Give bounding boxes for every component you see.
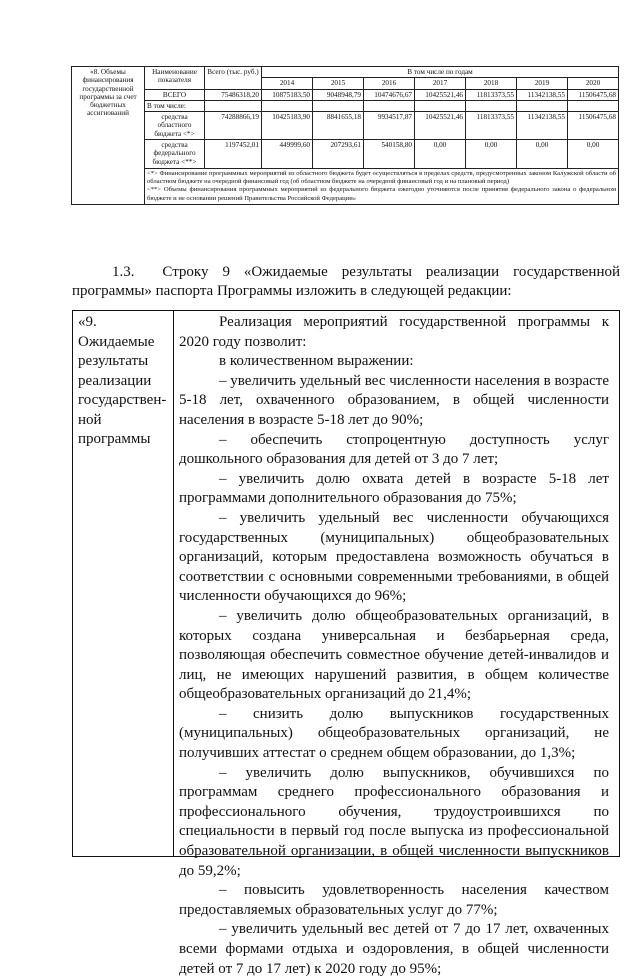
year-header: 2014	[262, 78, 313, 89]
results-item: – увеличить удельный вес численности населения в возрасте 5-18 лет, охваченного образованием, в общей численности населения в возрасте 5-18 лет до 90%;	[179, 372, 609, 428]
row-value: 11342138,55	[517, 89, 568, 100]
row-name: средства областного бюджета <*>	[145, 112, 205, 140]
table-row	[72, 100, 619, 111]
results-item: – увеличить долю общеобразовательных организаций, в которых создана универсальная и безбарьерная среда, позволяющая обеспечить совместное обучение детей-инвалидов и лиц, не имеющих нарушений развития, в общем количестве общеобразовательных организаций до 21,4%;	[179, 607, 609, 703]
table-row	[72, 112, 619, 140]
row-value: 10474676,67	[364, 89, 415, 100]
results-item: – увеличить долю выпускников, обучившихся по программам среднего профессионального образования и профессионального обучения, трудоустроившихся по специальности в первый год после выпуска из профессиональной образовательной организации, в общей численности выпускников до 59,2%;	[179, 764, 609, 879]
row-value: 10425183,90	[262, 112, 313, 140]
results-item: – снизить долю выпускников государственных (муниципальных) общеобразовательных организаций, не получивших аттестат о среднем общем образовании, до 1,3%;	[179, 705, 609, 762]
row-value: 0,00	[517, 139, 568, 168]
row-total: 75486318,20	[205, 89, 262, 100]
row-value: 11342138,55	[517, 112, 568, 140]
row-value: 10425521,46	[415, 89, 466, 100]
year-header: 2017	[415, 78, 466, 89]
section-paragraph	[72, 263, 620, 301]
results-item: – обеспечить стопроцентную доступность услуг дошкольного образования для детей от 3 до 7 лет;	[179, 431, 609, 468]
row-value: 11813373,55	[466, 89, 517, 100]
row-value: 0,00	[466, 139, 517, 168]
results-item: – увеличить удельный вес детей от 7 до 17 лет, охваченных всеми формами отдыха и оздоровления, в общей численности детей от 7 до 17 лет) к 2020 году до 95%;	[179, 921, 609, 977]
row-value: 449999,60	[262, 139, 313, 168]
row-value: 9048948,79	[313, 89, 364, 100]
results-item: – повысить удовлетворенность населения качеством предоставляемых образовательных услуг до 77%;	[179, 882, 609, 918]
results-subheading: в количественном выражении:	[219, 353, 414, 370]
row-value: 11813373,55	[466, 112, 517, 140]
results-intro: Реализация мероприятий государственной программы к 2020 году позволит:	[179, 314, 609, 350]
row-value: 11506475,68	[568, 112, 619, 140]
year-header: 2020	[568, 78, 619, 89]
results-content	[179, 313, 609, 979]
section-text: Строку 9 «Ожидаемые результаты реализации государственной программы» паспорта Программы изложить в следующей редакции:	[72, 264, 621, 299]
row-value: 207293,61	[313, 139, 364, 168]
table-row	[72, 89, 619, 100]
years-header: В том числе по годам	[262, 67, 619, 78]
results-item: – увеличить удельный вес численности обучающихся государственных (муниципальных) общеобразовательных организаций, которым предоставлена возможность обучаться в соответствии с основными современными требованиями, в общей численности обучающихся до 96%;	[179, 509, 609, 605]
row-value: 540158,80	[364, 139, 415, 168]
note-regional-budget: <*> Финансирование программных мероприятий из областного бюджета будет осуществляться в пределах средств, предусмотренных законом Калужской области об областном бюджете на очередной финансовый год (об областном бюджете на очередной финансовый год и на плановый период)	[147, 169, 617, 186]
col-total-header: Всего (тыс. руб.)	[205, 67, 262, 90]
row-name: ВСЕГО	[145, 89, 205, 100]
finance-table	[71, 66, 619, 205]
row-value: 9934517,87	[364, 112, 415, 140]
row-value: 11506475,68	[568, 89, 619, 100]
year-header: 2019	[517, 78, 568, 89]
year-header: 2016	[364, 78, 415, 89]
row-value: 8841655,18	[313, 112, 364, 140]
results-item: – увеличить долю охвата детей в возрасте 5-18 лет программами дополнительного образования до 75%;	[179, 470, 609, 507]
year-header: 2018	[466, 78, 517, 89]
table-row	[72, 139, 619, 168]
section-number: 1.3.	[112, 264, 135, 280]
row-name: В том числе:	[145, 100, 205, 111]
col-name-header: Наименование показателя	[145, 67, 205, 90]
note-federal-budget: <**> Объемы финансирования программных мероприятий из федерального бюджета ежегодно уточняются после принятия федерального закона о федеральном бюджете и не основании решений Правительства Российской Федерации»	[147, 186, 617, 202]
finance-notes	[145, 168, 619, 204]
row-name: средства федерального бюджета <**>	[145, 139, 205, 168]
column-divider	[173, 311, 174, 856]
row-value: 0,00	[568, 139, 619, 168]
year-header: 2015	[313, 78, 364, 89]
row-value: 10425521,46	[415, 112, 466, 140]
row-total: 74288866,19	[205, 112, 262, 140]
row-value: 0,00	[415, 139, 466, 168]
results-label: «9. Ожидаемые результаты реализации государствен-ной программы	[78, 314, 167, 447]
row-total: 1197452,01	[205, 139, 262, 168]
results-table	[72, 310, 620, 977]
finance-row-label: «8. Объемы финансирования государственной программы за счет бюджетных ассигнований	[72, 67, 145, 205]
row-value: 10875183,50	[262, 89, 313, 100]
